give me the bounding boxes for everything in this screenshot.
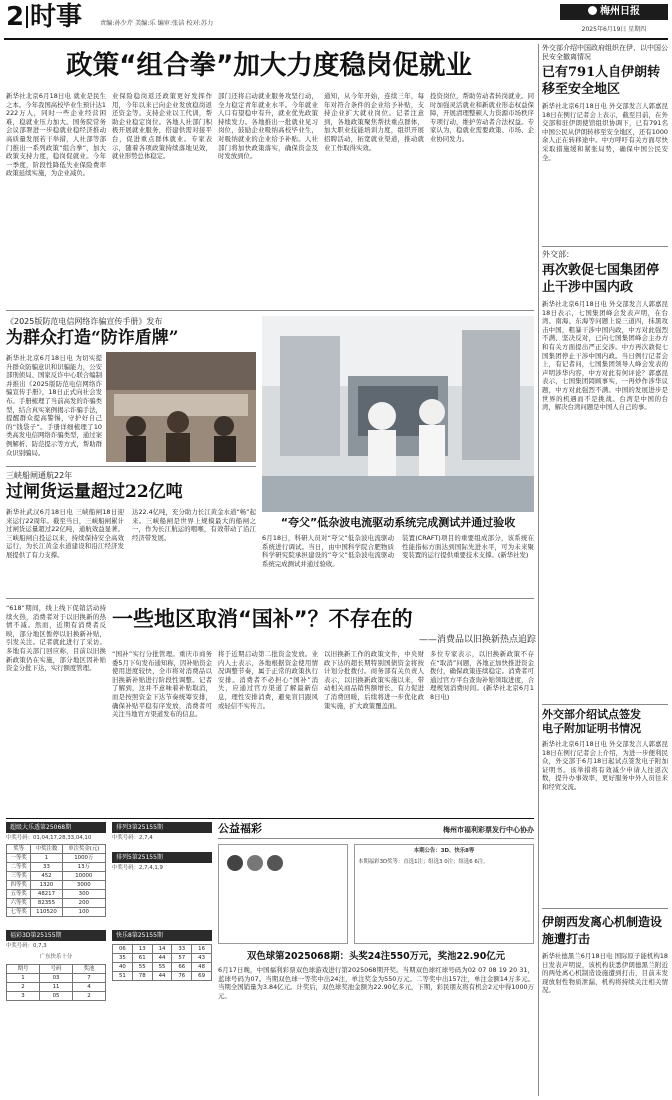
feature-col-4: 以旧换新工作的政策文件，中央财政下达的超长期特别国债资金将按计划分批拨付。商务部有关负责人表示，以旧换新政策实施以来，带动相关商品销售额增长，有力促进了消费回暖，后续将进一步优化政策实施，扩大政策覆盖面。 — [324, 650, 424, 710]
lab-photo — [262, 316, 534, 512]
daily-label: 本期公告：3D、快乐8等 — [413, 848, 475, 854]
ssq-title: 双色球第2025068期：头奖24注550万元，奖池22.90亿元 — [247, 951, 505, 962]
table-header-cell: 期号 — [7, 965, 40, 974]
story-headline: 为群众打造“防诈盾牌” — [6, 328, 179, 348]
lead-col-4: 通知，从今年开始，连续三年，每年对符合条件的企业给予补贴，支持企业扩大就业岗位。记者注意到，各地政策聚焦帮扶重点群体，加大职业技能培训力度，组织开展招聘活动，拓宽就业渠道，推动就业工作取得实效。 — [324, 92, 424, 152]
table-cell: 57 — [172, 954, 192, 963]
right-headline-3: 电子附加证明书情况 — [542, 722, 641, 735]
table-cell: 100 — [62, 908, 105, 917]
right-kicker-1: 外交部介绍中国政府组织在伊、以中国公民安全撤离情况 — [542, 44, 668, 61]
photo-caption-1: 6月18日，科研人员对“夸父”低杂波电流驱动系统进行调试。当日，由中国科学院合肥物质科学研究院承担建设的“夸父”低杂波电流驱动系统完成测试并通过验收。 — [262, 534, 394, 568]
table-row — [7, 854, 106, 863]
table-row — [7, 983, 106, 992]
table-cell: 61 — [132, 954, 152, 963]
table-cell: 4 — [73, 983, 106, 992]
p5-numbers: 中奖号码：2,7,4,1,9 — [112, 865, 163, 871]
laboratory-image — [262, 316, 534, 512]
table-cell: 14 — [152, 945, 172, 954]
table-header-cell: 中奖注数 — [31, 845, 62, 854]
feature-col-3: 将于近期启动第二批资金发放。业内人士表示，各地根据资金使用情况调整节奏，属于正常的政策执行安排。消费者不必担心“国补”消失，应通过官方渠道了解最新信息，理性安排消费，避免盲目跟风或轻信不实传言。 — [218, 650, 318, 710]
table-cell: 55 — [132, 963, 152, 972]
table-header-cell: 奖池 — [73, 965, 106, 974]
photo-headline: “夸父”低杂波电流驱动系统完成测试并通过验收 — [280, 516, 516, 529]
table-row — [7, 992, 106, 1001]
table-cell: 82355 — [31, 899, 62, 908]
p5-label: 排列5第25155期 — [116, 854, 163, 861]
right-headline-4: 伊朗西发离心机制造设施遭打击 — [542, 915, 663, 946]
feature-col-5: 多位专家表示，以旧换新政策不存在“取消”问题，各地正加快推进资金拨付，确保政策连续稳定。消费者可通过官方平台查询补贴领取进度，合理规划消费时间。(新华社北京6月18日电) — [430, 650, 534, 701]
story-body-2: 达22.4亿吨，充分助力长江黄金水道“畅”起来。三峡船闸是世界上规模最大的船闸之一，作为长江航运的咽喉，有效带动了沿江经济带发展。 — [132, 508, 256, 542]
lead-bottom-rule — [6, 310, 534, 311]
k3-table — [6, 964, 106, 1001]
ssq-body: 6月17日晚，中国福利彩票双色球游戏进行第2025068期开奖。当期双色球红球号码为02 07 08 19 20 31，蓝球号码为07。当期双色球一等奖中出24注，单注奖金为550万元。二等奖中出157注，单注金额14万多元。当期全国销量为3.84亿元。计奖后，双色球奖池金额为22.90亿多元，下期，彩民朋友将有机会2元中得1000万元。 — [218, 966, 534, 1000]
table-cell: 44 — [152, 954, 172, 963]
section-title: 时事 — [30, 2, 83, 32]
gongyi-ball-box — [218, 844, 348, 944]
right-body-3: 新华社北京6月18日电 外交部发言人郭嘉昆18日在例行记者会上介绍，为进一步便利民众，外交部于6月18日起试点签发电子附加证明书。该举措将有效减少申请人往返次数，提升办事效率，更好服务中外人员往来和经贸交流。 — [542, 740, 668, 791]
right-body-2: 新华社北京6月18日电 外交部发言人郭嘉昆18日表示，七国集团峰会发表声明，在台湾、南海、东海等问题上说三道四，抹黑攻击中国，粗暴干涉中国内政，中方对此强烈不满、坚决反对，已向七国集团峰会主办方和有关方面提出严正交涉。中方再次敦促七国集团停止干涉中国内政。当日例行记者会上，有记者问，七国集团领导人峰会发表的声明涉华内容，中方对此有何评论？郭嘉昆表示，七国集团罔顾事实，一再炒作涉华议题，中方对此强烈不满。中国的发展进步是世界的机遇而不是挑战。台湾是中国的台湾，解决台湾问题是中国人自己的事。 — [542, 300, 668, 412]
table-cell: 三等奖 — [7, 872, 31, 881]
table-cell: 66 — [172, 963, 192, 972]
right-body-4: 新华社德黑兰6月18日电 国际原子能机构18日发表声明说，该机构获悉伊朗德黑兰附近的两处离心机制造设施遭到打击，目前未发现放射性物质泄漏，机构将持续关注相关情况。 — [542, 952, 668, 995]
table-header-cell: 单注奖金(元) — [62, 845, 105, 854]
editors-line: 责编:孙少芹 美编:乐 编审:张洁 校对:苏力 — [100, 20, 214, 27]
table-cell: 48 — [192, 963, 212, 972]
table-row — [113, 945, 212, 954]
feature-col-2: “国补”实行分批管理。重庆市商务委5月下旬发布通知称，因补贴资金使用进度较快，全市将对消费品以旧换新补贴进行阶段性调整。记者了解到，这并不意味着补贴取消，而是按照资金下达节奏统筹安排，确保补贴平稳有序发放，消费者可关注当地官方渠道发布的信息。 — [112, 650, 212, 719]
table-cell: 06 — [113, 945, 133, 954]
right-column — [542, 44, 668, 1096]
lead-col-2: 业保险稳岗返还政策更好发挥作用，今年以来已向企业发放稳岗返还资金等。支持企业以工代训，帮助企业稳定岗位。各地人社部门积极开展就业服务，搭建供需对接平台，促进重点群体就业。专家表示，随着各项政策持续落地见效，就业形势总体稳定。 — [112, 92, 212, 161]
table-cell: 05 — [40, 992, 73, 1001]
gongyi-notice: 本期福彩3D奖等：直选1注；组选3 0注；组选6 6注。 — [358, 859, 489, 866]
story-body: 新华社武汉6月18日电 三峡船闸18日迎来运行22周年。截至当日，三峡船闸累计过闸货运量超过22亿吨，通航效益显著。三峡船闸自投运以来，持续保持安全高效运行，为长江黄金水道建设和沿江经济发展提供了有力支撑。 — [6, 508, 124, 559]
lottery-section — [6, 822, 534, 1096]
masthead-rule — [4, 38, 668, 40]
dlt-label: 超级大乐透第25068期 — [10, 824, 72, 831]
table-cell: 六等奖 — [7, 899, 31, 908]
table-row — [7, 899, 106, 908]
table-cell: 69 — [192, 972, 212, 981]
table-row — [113, 963, 212, 972]
dlt-header — [6, 822, 106, 833]
date-line: 2025年6月19日 星期四 — [581, 26, 647, 33]
fc3d-numbers: 中奖号码：0,7,3 — [6, 943, 47, 949]
left-divider — [6, 466, 256, 467]
gongyi-notice-box — [354, 844, 534, 944]
table-row — [7, 872, 106, 881]
table-row — [113, 972, 212, 981]
lottery-ball-icon — [247, 855, 263, 871]
table-cell: 1 — [31, 854, 62, 863]
page-number-divider — [26, 6, 28, 28]
table-cell: 一等奖 — [7, 854, 31, 863]
dlt-numbers: 中奖号码：01,04,17,28,33,04,10 — [6, 835, 92, 841]
table-cell: 四等奖 — [7, 881, 31, 890]
table-cell: 7 — [73, 974, 106, 983]
gongyi-rule — [218, 838, 534, 839]
right-kicker-3: 外交部介绍试点签发 — [542, 708, 641, 721]
feature-subhead: ——消费品以旧换新热点追踪 — [418, 635, 536, 645]
table-cell: 33 — [31, 863, 62, 872]
table-cell: 110520 — [31, 908, 62, 917]
feature-col-1: “618”期间，线上线下促销活动持续火热，消费者对于以旧换新的热情不减。然而，近期有消费者反映，部分地区暂停以旧换新补贴，引发关注。记者就此进行了采访。多地有关部门回应称，目前以旧换新政策仍在实施，部分地区因补贴资金分批下达，实行额度管理。 — [6, 604, 106, 673]
right-kicker-2: 外交部： — [542, 250, 574, 259]
table-cell: 10000 — [62, 872, 105, 881]
story-body: 新华社北京6月18日电 为切实提升群众防骗意识和识骗能力，公安部刑侦局、国家反诈中心联合编制并推出《2025版防范电信网络诈骗宣传手册》，18日正式向社会发布。手册梳理了当前高发的诈骗类型，结合真实案例揭示诈骗手法，提醒群众提高警惕，守护好自己的“钱袋子”。手册详细梳理了10类高发电信网络诈骗类型，通过案例解析、防范提示等方式，帮助群众识别骗局。 — [6, 354, 102, 457]
photo-caption-2: 装置(CRAFT)项目的重要组成部分，该系统在性能指标方面达到国际先进水平，可为未来聚变装置的运行提供重要技术支撑。(新华社发) — [402, 534, 534, 560]
table-cell: 五等奖 — [7, 890, 31, 899]
story-kicker: 《2025版防范电信网络诈骗宣传手册》发布 — [6, 317, 163, 326]
table-header-row — [7, 845, 106, 854]
left-story-three-gorges — [6, 470, 256, 570]
press-conference-image — [106, 352, 256, 462]
kl8-label: 快乐8第25155期 — [116, 932, 163, 939]
table-cell: 16 — [192, 945, 212, 954]
right-headline-1: 已有791人自伊朗转移至安全地区 — [542, 65, 661, 97]
table-cell: 3000 — [62, 881, 105, 890]
table-cell: 1320 — [31, 881, 62, 890]
gongyi-sub: 梅州市福利彩票发行中心协办 — [443, 826, 534, 834]
table-header-cell: 号码 — [40, 965, 73, 974]
table-cell: 40 — [113, 963, 133, 972]
paper-logo — [560, 4, 668, 20]
story-kicker: 三峡船闸通航22年 — [6, 471, 73, 480]
table-cell: 13 — [132, 945, 152, 954]
right-headline-2: 再次敦促七国集团停止干涉中国内政 — [542, 263, 660, 295]
paper-name: 梅州日报 — [600, 6, 640, 17]
table-cell: 七等奖 — [7, 908, 31, 917]
table-cell: 03 — [40, 974, 73, 983]
kl8-grid — [112, 944, 212, 981]
table-cell: 43 — [192, 954, 212, 963]
lead-col-1: 新华社北京6月18日电 就业是民生之本。今年我国高校毕业生预计达1222万人，同时一些企业经营困难，稳就业压力加大。国务院常务会议部署进一步稳就业稳经济推动高质量发展若干举措，人社部等部门推出一系列政策“组合拳”，加大政策支持力度，稳岗促就业。今年一季度，阶段性降低失业保险费率政策延续实施，为企业减负。 — [6, 92, 106, 178]
table-cell: 44 — [152, 972, 172, 981]
fc3d-label: 福彩3D第25155期 — [10, 932, 62, 939]
lead-col-3: 部门还将启动就业服务攻坚行动，全力稳定青年就业水平。今年就业人口有望稳中有升，就业优先政策持续发力。各地推出一批就业见习岗位，鼓励企业吸纳高校毕业生，对吸纳就业的企业给予补贴。人社部门将加快政策落实，确保资金及时发放到位。 — [218, 92, 318, 161]
table-cell: 二等奖 — [7, 863, 31, 872]
table-row — [113, 954, 212, 963]
table-cell: 55 — [152, 963, 172, 972]
table-cell: 300 — [62, 890, 105, 899]
table-cell: 2 — [73, 992, 106, 1001]
table-cell: 3 — [7, 992, 40, 1001]
table-header-cell: 奖等 — [7, 845, 31, 854]
table-cell: 1 — [7, 974, 40, 983]
masthead — [0, 0, 672, 40]
kl8-header — [112, 930, 212, 941]
table-cell: 51 — [113, 972, 133, 981]
table-row — [7, 908, 106, 917]
table-cell: 2 — [7, 983, 40, 992]
gongyi-title: 公益福彩 — [218, 822, 262, 835]
logo-icon — [588, 6, 597, 15]
table-cell: 1000万 — [62, 854, 105, 863]
story-headline: 过闸货运量超过22亿吨 — [6, 482, 183, 502]
table-cell: 13万 — [62, 863, 105, 872]
feature-headline: 一些地区取消“国补”？不存在的 — [112, 607, 413, 631]
lead-col-5: 投资岗位，帮助劳动者转岗就业。同时加强灵活就业和新就业形态权益保障，开展清理整顿人力资源市场秩序专项行动，维护劳动者合法权益。专家认为，稳就业需要政策、市场、企业协同发力。 — [430, 92, 534, 143]
table-row — [7, 890, 106, 899]
table-row — [7, 974, 106, 983]
lottery-ball-icon — [267, 855, 283, 871]
right-divider-1 — [542, 246, 668, 247]
anti-fraud-photo — [106, 352, 256, 462]
lottery-ball-icon — [227, 855, 243, 871]
table-cell: 35 — [113, 954, 133, 963]
p5-header — [112, 852, 212, 863]
p3-label: 排列3第25155期 — [116, 824, 163, 831]
table-cell: 11 — [40, 983, 73, 992]
gongyi-panel — [218, 822, 534, 1096]
k3-label: 广东快乐十分 — [39, 954, 73, 960]
dlt-table — [6, 844, 106, 917]
p3-numbers: 中奖号码：2,7,4 — [112, 835, 153, 841]
table-cell: 76 — [172, 972, 192, 981]
lead-body — [6, 92, 534, 306]
right-body-1: 新华社北京6月18日电 外交部发言人郭嘉昆18日在例行记者会上表示，截至目前，在外交部和驻伊朗使馆组织协调下，已有791名中国公民从伊朗转移至安全地区，还有1000余人正在转移途中。中方呼吁有关方面尽快采取措施缓和紧张局势，确保中国公民安全。 — [542, 102, 668, 162]
table-header-row — [7, 965, 106, 974]
table-cell: 78 — [132, 972, 152, 981]
p3-header — [112, 822, 212, 833]
fc3d-header — [6, 930, 106, 941]
table-cell: 33 — [172, 945, 192, 954]
right-column-divider — [538, 44, 539, 1096]
table-row — [7, 863, 106, 872]
lead-headline: 政策“组合拳”加大力度稳岗促就业 — [66, 50, 472, 81]
table-cell: 48217 — [31, 890, 62, 899]
lottery-top-rule — [6, 818, 534, 819]
feature-top-rule — [6, 598, 534, 599]
right-divider-2 — [542, 704, 668, 705]
page-number: 2 — [6, 2, 25, 32]
table-row — [7, 881, 106, 890]
right-divider-3 — [542, 908, 668, 909]
table-cell: 200 — [62, 899, 105, 908]
table-cell: 452 — [31, 872, 62, 881]
